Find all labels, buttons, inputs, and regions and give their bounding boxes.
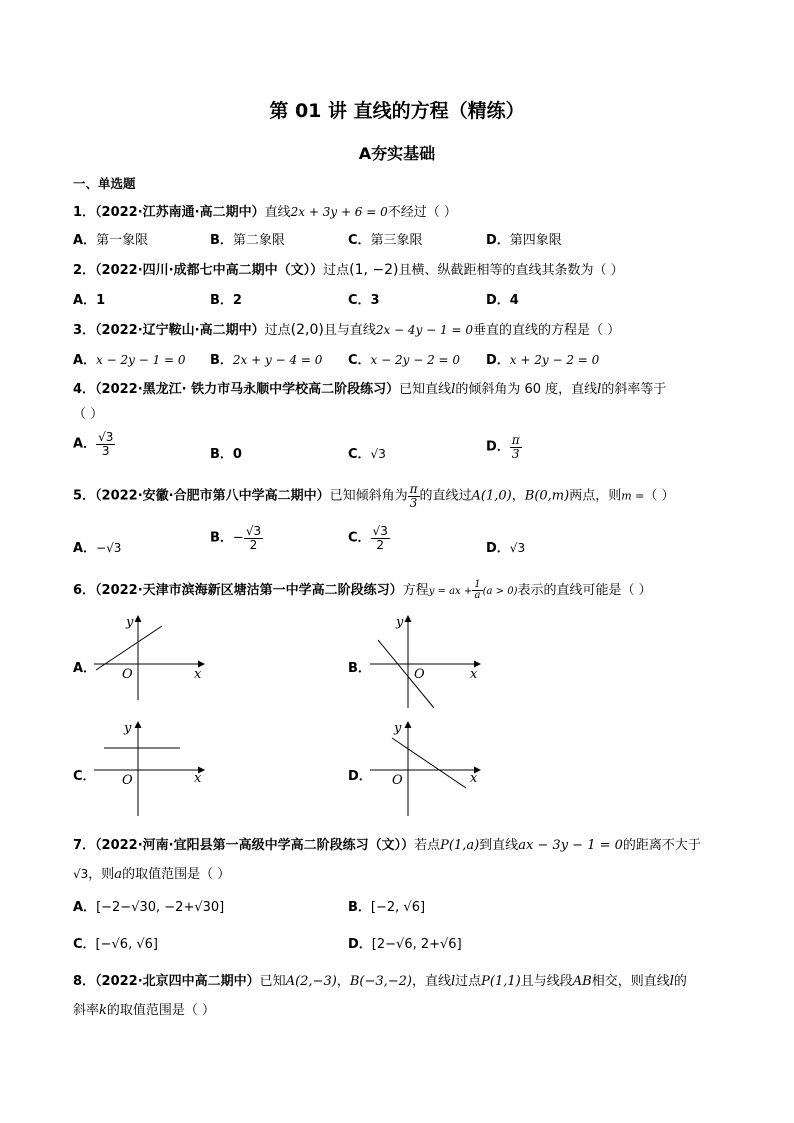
question-text: 两点，则 <box>569 488 622 504</box>
question-4 <box>73 378 666 397</box>
fraction: $\frac{\pi}{3}$ <box>409 482 418 510</box>
option-text: 3 <box>370 293 380 308</box>
option-b: B．2x + y − 4 = 0 <box>210 353 323 368</box>
separator: ， <box>511 488 525 504</box>
question-text: ，直线 <box>411 974 451 989</box>
equation: (a > 0) <box>482 586 518 597</box>
page-title: 第 01 讲 直线的方程（精练） <box>269 100 525 122</box>
option-a: A．−√3 <box>73 541 122 556</box>
x-label: x <box>470 667 478 682</box>
option-text: [−2, √6] <box>370 900 426 915</box>
question-source: （2022·辽宁鞍山·高二期中） <box>95 323 265 338</box>
option-c: C．第三象限 <box>348 233 423 248</box>
question-text: 的斜率等于 <box>601 382 667 397</box>
question-number: 3． <box>73 323 96 338</box>
option-text: x − 2y − 2 = 0 <box>370 353 461 367</box>
equation: 2x − 4y − 1 = 0 <box>375 323 473 337</box>
variable: l <box>451 382 456 397</box>
option-c: C． $\frac{√3}{2}$ <box>348 524 388 552</box>
question-text: （ ） <box>644 488 675 504</box>
point: (1, −2) <box>349 262 399 278</box>
option-text: 第一象限 <box>96 233 149 248</box>
equation: ax − 3y − 1 = 0 <box>518 838 623 853</box>
equation: 2x + 3y + 6 = 0 <box>290 205 388 219</box>
option-c: C．x − 2y − 2 = 0 <box>348 353 461 368</box>
question-4-paren: （ ） <box>73 407 104 422</box>
graph-option-d <box>366 718 486 818</box>
option-a: A． <box>73 661 97 676</box>
question-text: ，则 <box>88 867 115 882</box>
fraction: $\frac{√3}{2}$ <box>245 524 262 552</box>
origin-label: O <box>122 667 133 682</box>
question-text: 已知直线 <box>399 382 452 397</box>
question-text: 的倾斜角为 60 度，直线 <box>455 382 598 397</box>
point: (2,0) <box>290 322 324 338</box>
option-b: B．[−2, √6] <box>348 900 426 915</box>
question-text: 表示的直线可能是（ ） <box>517 583 652 598</box>
origin-label: O <box>392 773 403 788</box>
question-text: 的直线过 <box>419 488 472 504</box>
question-8-line2 <box>73 999 215 1018</box>
option-text: [−2−√30, −2+√30] <box>96 900 225 915</box>
option-text: 4 <box>509 293 519 308</box>
question-text: 直线 <box>264 205 291 220</box>
y-label: y <box>126 615 134 630</box>
page-subtitle: A夯实基础 <box>358 144 436 163</box>
question-8 <box>73 970 687 989</box>
option-d: D．[2−√6, 2+√6] <box>348 937 462 952</box>
y-label: y <box>124 721 132 736</box>
option-a: A．x − 2y − 1 = 0 <box>73 353 186 368</box>
separator: ， <box>336 974 350 989</box>
graph-option-a <box>90 612 210 702</box>
option-a: A．第一象限 <box>73 233 149 248</box>
question-text: 斜率 <box>73 1003 100 1018</box>
option-a: A．[−2−√30, −2+√30] <box>73 900 225 915</box>
x-label: x <box>194 667 202 682</box>
option-a: A． $\frac{√3}{3}$ <box>73 430 114 458</box>
question-text: 且与直线 <box>323 323 376 338</box>
y-label: y <box>396 615 404 630</box>
question-number: 2． <box>73 263 96 278</box>
question-text: 到直线 <box>479 838 519 853</box>
question-number: 6． <box>73 583 96 598</box>
origin-label: O <box>122 773 133 788</box>
x-label: x <box>470 771 478 786</box>
option-text: 1 <box>96 293 106 308</box>
option-c: C．[−√6, √6] <box>73 937 158 952</box>
option-b: B．第二象限 <box>210 233 285 248</box>
question-text: 过点 <box>264 323 291 338</box>
option-text: 2 <box>232 293 242 308</box>
question-text: 过点 <box>455 974 482 989</box>
option-text: √3 <box>509 541 526 555</box>
option-c: C． <box>73 769 96 784</box>
x-label: x <box>194 771 202 786</box>
question-text: 已知 <box>259 974 286 989</box>
question-7 <box>73 834 701 853</box>
question-text: 相交，则直线 <box>591 974 670 989</box>
question-source: （2022·黑龙江· 铁力市马永顺中学校高二阶段练习） <box>95 382 400 397</box>
section-heading: 一、单选题 <box>73 176 136 191</box>
option-text: 第三象限 <box>370 233 423 248</box>
graph-line <box>96 626 162 670</box>
variable: l <box>450 974 456 989</box>
question-2 <box>73 259 624 278</box>
question-text: 的取值范围是（ ） <box>122 867 231 882</box>
question-text: 的距离不大于 <box>622 838 701 853</box>
question-text: 的 <box>673 974 687 989</box>
graph-option-c <box>90 718 210 818</box>
fraction: $\frac{√3}{3}$ <box>98 430 114 458</box>
variable: m = <box>621 489 645 503</box>
option-d: D． $\frac{\pi}{3}$ <box>486 433 520 461</box>
option-text: −√3 <box>96 541 122 555</box>
question-3 <box>73 319 620 338</box>
point: B(0,m) <box>524 488 570 504</box>
question-text: 方程 <box>402 583 429 598</box>
option-text: 第四象限 <box>509 233 562 248</box>
question-number: 7． <box>73 838 96 853</box>
option-d: D． <box>348 769 372 784</box>
question-1 <box>73 201 457 220</box>
question-number: 1． <box>73 205 96 220</box>
question-5 <box>73 483 675 509</box>
point: B(−3,−2) <box>349 974 412 989</box>
variable: k <box>99 1003 107 1018</box>
minus-sign: − <box>232 530 244 546</box>
segment: AB <box>572 974 592 989</box>
question-source: （2022·北京四中高二期中） <box>95 974 260 989</box>
option-c: C．√3 <box>348 447 386 462</box>
point: A(1,0) <box>471 488 512 504</box>
option-b: B． <box>348 661 371 676</box>
option-text: 0 <box>232 447 242 462</box>
option-c: C．3 <box>348 293 380 308</box>
question-number: 8． <box>73 974 96 989</box>
point: P(1,1) <box>481 974 521 989</box>
point: A(2,−3) <box>285 974 337 989</box>
graph-option-b <box>366 612 486 712</box>
question-source: （2022·河南·宜阳县第一高级中学高二阶段练习（文）） <box>95 838 415 853</box>
question-text: 已知倾斜角为 <box>329 488 408 504</box>
question-source: （2022·天津市滨海新区塘沽第一中学高二阶段练习） <box>95 583 403 598</box>
option-b: B．2 <box>210 293 242 308</box>
question-source: （2022·安徽·合肥市第八中学高二期中） <box>95 488 330 504</box>
question-text: 过点 <box>323 263 350 278</box>
fraction: $\frac{\pi}{3}$ <box>511 433 520 461</box>
option-text: 第二象限 <box>232 233 285 248</box>
origin-label: O <box>414 667 425 682</box>
option-b: B．0 <box>210 447 242 462</box>
question-7-line2 <box>73 863 230 882</box>
question-text: 垂直的直线的方程是（ ） <box>472 323 621 338</box>
question-source: （2022·江苏南通·高二期中） <box>95 205 265 220</box>
question-6 <box>73 579 652 602</box>
question-text: 若点 <box>414 838 441 853</box>
question-text: 且横、纵截距相等的直线其条数为（ ） <box>398 263 624 278</box>
option-text: [−√6, √6] <box>95 937 158 952</box>
y-label: y <box>394 721 402 736</box>
variable: a <box>114 867 123 882</box>
question-text: 不经过（ ） <box>387 205 457 220</box>
option-d: D．x + 2y − 2 = 0 <box>486 353 600 368</box>
question-number: 5． <box>73 488 96 504</box>
question-text: 且与线段 <box>520 974 573 989</box>
question-source: （2022·四川·成都七中高二期中（文）） <box>95 263 324 278</box>
variable: l <box>597 382 602 397</box>
sqrt-value: √3 <box>73 867 89 881</box>
option-b: B．− $\frac{√3}{2}$ <box>210 524 262 552</box>
question-number: 4． <box>73 382 96 397</box>
point: P(1,a) <box>440 838 480 853</box>
equation: y = ax + <box>428 586 473 597</box>
option-a: A．1 <box>73 293 106 308</box>
graph-line <box>378 640 434 708</box>
question-text: 的取值范围是（ ） <box>106 1003 216 1018</box>
option-d: D．√3 <box>486 541 526 556</box>
option-text: [2−√6, 2+√6] <box>371 937 462 952</box>
graph-line <box>392 738 466 788</box>
fraction: $\frac{1}{a}$ <box>474 578 481 601</box>
option-text: 2x + y − 4 = 0 <box>232 353 323 367</box>
option-text: √3 <box>370 447 386 461</box>
option-text: x − 2y − 1 = 0 <box>96 353 186 367</box>
fraction: $\frac{√3}{2}$ <box>372 524 388 552</box>
variable: l <box>669 974 674 989</box>
option-text: x + 2y − 2 = 0 <box>509 353 600 367</box>
option-d: D．4 <box>486 293 519 308</box>
option-d: D．第四象限 <box>486 233 562 248</box>
